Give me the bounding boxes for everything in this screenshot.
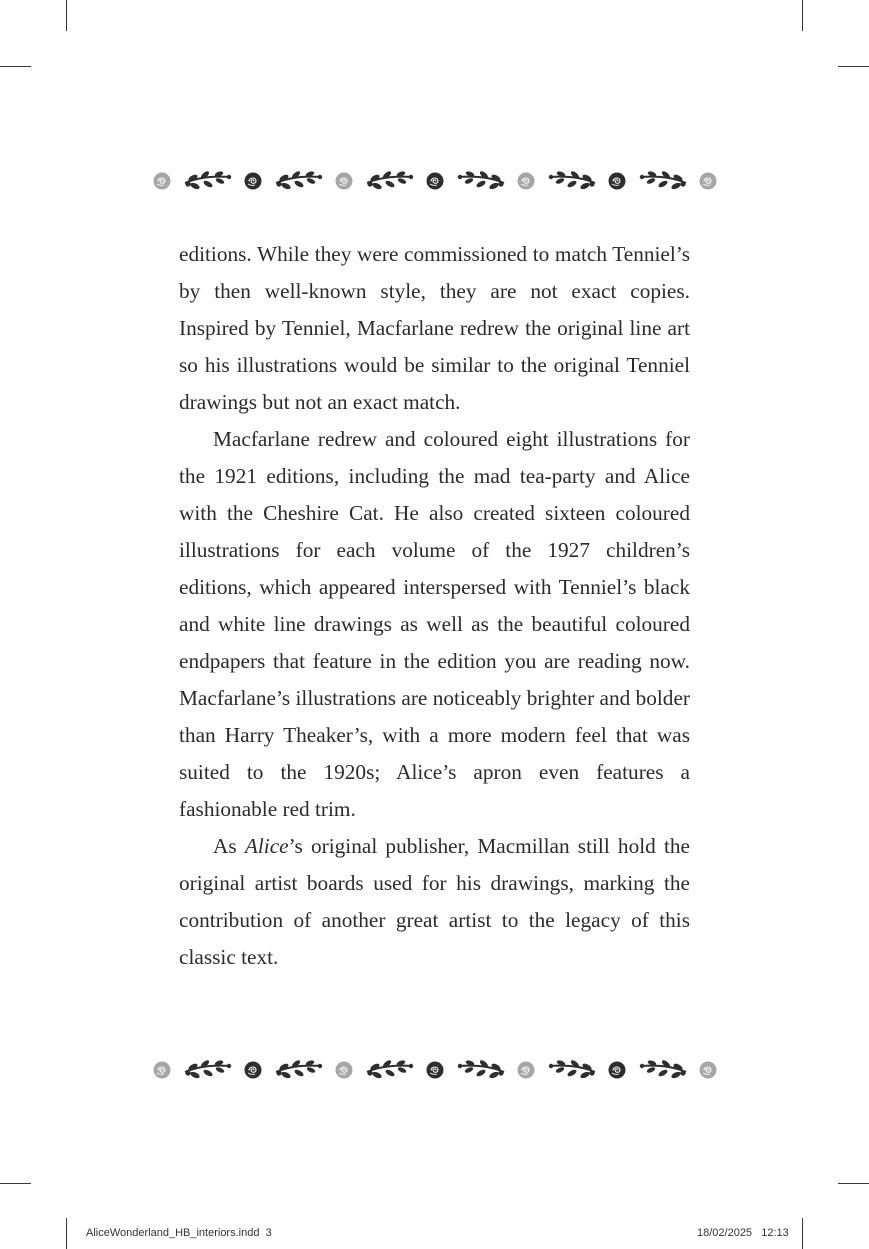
slug-page-number: 3 <box>265 1227 272 1239</box>
rose-ornament <box>607 1060 627 1080</box>
leaf-sprig-icon <box>547 169 597 193</box>
rose-icon <box>243 171 263 191</box>
rose-icon <box>425 171 445 191</box>
ornament-border-bottom <box>152 1055 718 1085</box>
crop-mark-right-lower <box>838 1183 869 1184</box>
sprig-ornament <box>456 1058 506 1082</box>
rose-ornament <box>516 171 536 191</box>
rose-ornament <box>516 1060 536 1080</box>
rose-icon <box>334 1060 354 1080</box>
slug-filename <box>86 1227 272 1239</box>
sprig-ornament <box>456 169 506 193</box>
paragraph-3 <box>179 828 690 976</box>
leaf-sprig-icon <box>638 1058 688 1082</box>
crop-mark-right-upper <box>838 66 869 67</box>
crop-mark-bottom-right <box>802 1218 803 1249</box>
sprig-ornament <box>365 169 415 193</box>
rose-icon <box>607 171 627 191</box>
slug-timestamp <box>697 1227 789 1239</box>
rose-icon <box>334 171 354 191</box>
leaf-sprig-icon <box>183 1058 233 1082</box>
text-run: Macfarlane redrew and coloured eight illustrations for the 1921 editions, including the mad tea-party and Alice with the Cheshire Cat. He also created sixteen coloured illustrations for each volume of the 1927 children’s editions, which appeared interspersed with Tenniel’s black and white line drawings as well as the beautiful coloured endpapers that feature in the edition you are reading now. Macfarlane’s illustrations are noticeably brighter and bolder than Harry Theaker’s, with a more modern feel that was suited to the 1920s; Alice’s apron even features a fashionable red trim. <box>179 427 690 821</box>
crop-mark-bottom-left <box>66 1218 67 1249</box>
sprig-ornament <box>547 1058 597 1082</box>
ornament-border-top <box>152 166 718 196</box>
rose-icon <box>698 1060 718 1080</box>
crop-mark-top-left <box>66 0 67 31</box>
rose-icon <box>607 1060 627 1080</box>
leaf-sprig-icon <box>274 169 324 193</box>
leaf-sprig-icon <box>638 169 688 193</box>
rose-ornament <box>698 1060 718 1080</box>
text-run: ’s original publisher, Macmillan still hold the original artist boards used for his drawings, marking the contribution of another great artist to the legacy of this classic text. <box>179 834 690 969</box>
paragraph-2 <box>179 421 690 828</box>
paragraph-1 <box>179 236 690 421</box>
leaf-sprig-icon <box>183 169 233 193</box>
leaf-sprig-icon <box>456 1058 506 1082</box>
rose-ornament <box>607 171 627 191</box>
text-run: editions. While they were commissioned to match Tenniel’s by then well-known style, they are not exact copies. Inspired by Tenniel, Macfarlane redrew the original line art so his illustrations would be similar to the original Tenniel drawings but not an exact match. <box>179 242 690 414</box>
text-run: As <box>213 834 245 858</box>
crop-mark-left-lower <box>0 1183 31 1184</box>
rose-icon <box>243 1060 263 1080</box>
rose-ornament <box>152 1060 172 1080</box>
rose-icon <box>152 1060 172 1080</box>
rose-ornament <box>425 171 445 191</box>
sprig-ornament <box>638 1058 688 1082</box>
rose-icon <box>152 171 172 191</box>
sprig-ornament <box>365 1058 415 1082</box>
leaf-sprig-icon <box>274 1058 324 1082</box>
rose-ornament <box>152 171 172 191</box>
rose-icon <box>425 1060 445 1080</box>
rose-ornament <box>334 1060 354 1080</box>
sprig-ornament <box>183 1058 233 1082</box>
leaf-sprig-icon <box>365 169 415 193</box>
leaf-sprig-icon <box>365 1058 415 1082</box>
rose-ornament <box>425 1060 445 1080</box>
rose-ornament <box>334 171 354 191</box>
sprig-ornament <box>274 1058 324 1082</box>
crop-mark-left-upper <box>0 66 31 67</box>
slug-date: 18/02/2025 <box>697 1227 753 1239</box>
sprig-ornament <box>638 169 688 193</box>
rose-ornament <box>243 171 263 191</box>
slug-filename-text: AliceWonderland_HB_interiors.indd <box>86 1227 260 1239</box>
sprig-ornament <box>547 169 597 193</box>
rose-ornament <box>698 171 718 191</box>
sprig-ornament <box>183 169 233 193</box>
leaf-sprig-icon <box>547 1058 597 1082</box>
rose-icon <box>516 1060 536 1080</box>
crop-mark-top-right <box>802 0 803 31</box>
rose-ornament <box>243 1060 263 1080</box>
slug-time: 12:13 <box>761 1227 789 1239</box>
leaf-sprig-icon <box>456 169 506 193</box>
rose-icon <box>516 171 536 191</box>
body-text <box>179 236 690 976</box>
italic-title: Alice <box>244 834 289 858</box>
sprig-ornament <box>274 169 324 193</box>
rose-icon <box>698 171 718 191</box>
